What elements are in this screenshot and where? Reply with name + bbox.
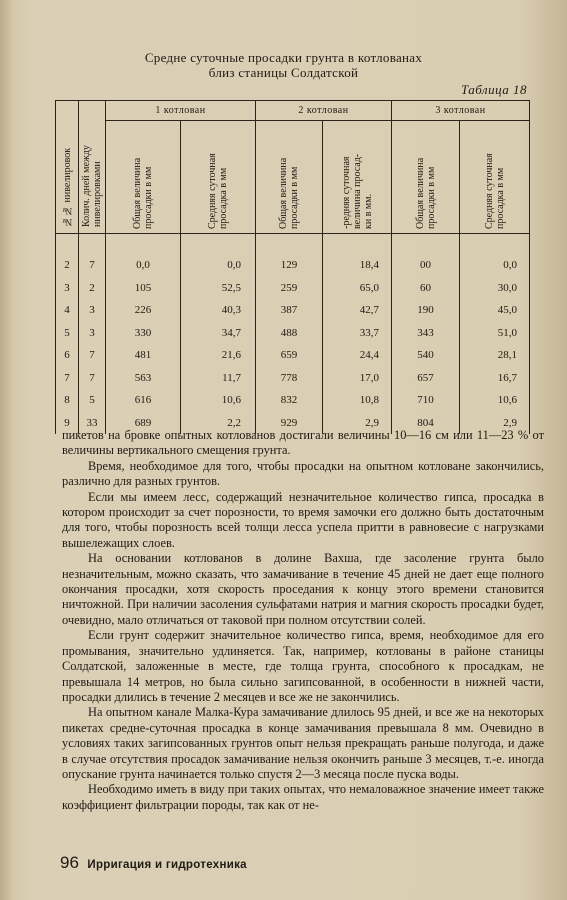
paragraph: Время, необходимое для того, чтобы просадки на опытном котловане закончились, различно для разных грунтов. [62, 458, 544, 489]
header-days: Колич. дней между нивелировками [79, 101, 106, 234]
page-number: 96 [60, 853, 79, 872]
header-sub: Средняя суточная просадка в мм [460, 120, 530, 233]
settlement-table [55, 100, 530, 434]
header-sub: -редняя суточная величина просад- ки в мм. [323, 120, 392, 233]
table-row: 3 2 105 52,5 259 65,0 60 30,0 [56, 277, 530, 300]
page-footer [60, 853, 247, 873]
paragraph: На опытном канале Малка-Кура замачивание длилось 95 дней, и все же на некоторых пикетах средне-суточная просадка в конце замачивания превышала 8 мм. Очевидно в условиях таких загипсованных грунтов опыт нельзя прекращать раньше полугода, и даже в случае отсутствия просадок замачивание нельзя окончить раньше 3 месяцев, т.-е. иногда опускание грунта начинается только спустя 2—3 месяца после пуска воды. [62, 705, 544, 781]
paragraph: пикетов на бровке опытных котлованов достигали величины 10—16 см или 11—23 % от величины вертикального смещения грунта. [62, 428, 544, 458]
table-row: 8 5 616 10,6 832 10,8 710 10,6 [56, 389, 530, 412]
header-sub: Средняя суточная просадка в мм [181, 120, 256, 233]
header-group-pit-2: 2 котлован [256, 101, 392, 121]
header-group-pit-3: 3 котлован [392, 101, 530, 121]
header-sub: Общая величина просадки в мм [106, 120, 181, 233]
paragraph: Необходимо иметь в виду при таких опытах, что немаловажное значение имеет также коэффициент фильтрации породы, так как от не- [62, 782, 544, 812]
header-group-pit-1: 1 котлован [106, 101, 256, 121]
paragraph: На основании котлованов в долине Вахша, где засоление грунта было незначительным, можно сказать, что замачивание в течение 45 дней не дает еще полного окончания просадки, хотя скорость проседания к концу этого времени становится ничтожной. При наличии засоления сульфатами натрия и магния скорость просадки будет, очевидно, мало отличаться от таковой при полном отсутствии солей. [62, 551, 544, 627]
header-sub: Общая величина просадки в мм [392, 120, 460, 233]
paragraph: Если грунт содержит значительное количество гипса, время, необходимое для его промывания, значительно удлиняется. Так, например, котлованы в районе станицы Солдатской, заложенные в месте, где толща грунта, способного к просадкам, не превышала 14 метров, но была сильно загипсованной, в особенности в нижней части, просадки длились в течение 2 месяцев и все же не закончились. [62, 628, 544, 704]
header-pit-no: №№ нивелировок [56, 101, 79, 234]
journal-title: Ирригация и гидротехника [87, 859, 247, 871]
table-title-line-1: Средне суточные просадки грунта в котлованах [144, 50, 423, 65]
table-row: 4 3 226 40,3 387 42,7 190 45,0 [56, 299, 530, 322]
header-sub: Общая величина просадки в мм [256, 120, 323, 233]
table-row: 5 3 330 34,7 488 33,7 343 51,0 [56, 322, 530, 345]
table-title-line-2: близ станицы Солдатской [208, 65, 359, 80]
table-label: Таблица 18 [460, 82, 527, 97]
table-row: 9 33 689 2,2 929 2,9 804 2,9 [56, 412, 530, 435]
table-row: 6 7 481 21,6 659 24,4 540 28,1 [56, 344, 530, 367]
table-row: 7 7 563 11,7 778 17,0 657 16,7 [56, 367, 530, 390]
table-row: 2 7 0,0 0,0 129 18,4 00 0,0 [56, 254, 530, 277]
paragraph: Если мы имеем лесс, содержащий незначительное количество гипса, просадка в котором происходит за счет порозности, то время замочки его должно быть достаточным для того, чтобы порозность всей толщи лесса успела притти в равновесие с нагрузками вышележащих слоев. [62, 489, 544, 550]
body-text [62, 428, 544, 813]
